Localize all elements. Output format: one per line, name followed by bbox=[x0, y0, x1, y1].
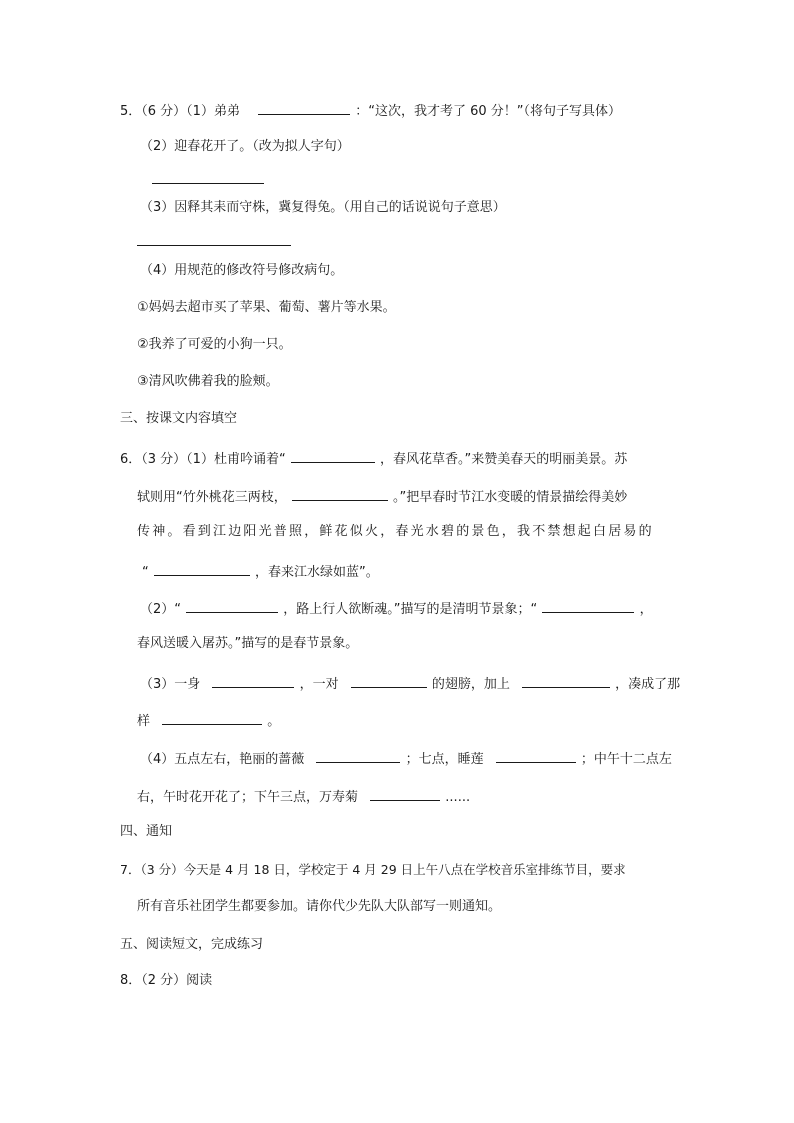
q6-l7-c: 的翅膀，加上 bbox=[431, 677, 510, 692]
q5-sentence-3: ③清风吹佛着我的脸颊。 bbox=[137, 374, 279, 389]
q6-l7-b: ，一对 bbox=[299, 677, 339, 692]
q5-suffix: ：“这次，我才考了 60 分！”（将句子写具体） bbox=[355, 104, 622, 119]
q6-blank-4[interactable] bbox=[186, 598, 278, 613]
q6-l2-b: 。”把早春时节江水变暖的情景描绘得美妙 bbox=[393, 490, 628, 505]
q6-l10-a: 右，午时花开花了；下午三点，万寿菊 bbox=[137, 790, 359, 805]
q6-line-4 bbox=[142, 561, 379, 579]
q6-line-9 bbox=[140, 748, 672, 766]
q6-l10-b: ...... bbox=[445, 790, 471, 805]
q6-blank-7[interactable] bbox=[351, 673, 427, 688]
q6-blank-10[interactable] bbox=[316, 748, 400, 763]
q6-l9-b: ；七点，睡莲 bbox=[405, 752, 484, 767]
q6-l4-a: “ bbox=[142, 565, 149, 580]
q5-line-1 bbox=[120, 100, 621, 118]
q6-line-2 bbox=[137, 486, 627, 504]
q6-blank-5[interactable] bbox=[542, 598, 634, 613]
q6-blank-3[interactable] bbox=[154, 561, 250, 576]
q6-l4-b: ，春来江水绿如蓝”。 bbox=[255, 565, 379, 580]
q6-line-6: 春风送暖入屠苏。”描写的是春节景象。 bbox=[137, 636, 359, 651]
q5-prefix: 5．（6 分）（1）弟弟 bbox=[120, 104, 240, 119]
q6-l2-a: 轼则用“竹外桃花三两枝， bbox=[137, 490, 287, 505]
q5-answer-line-2[interactable] bbox=[152, 183, 264, 184]
q6-line-3: 传神。看到江边阳光普照，鲜花似火，春光水碧的景色，我不禁想起白居易的 bbox=[137, 524, 654, 539]
q5-answer-blank-1[interactable] bbox=[258, 100, 350, 115]
section-5-title: 五、阅读短文，完成练习 bbox=[120, 937, 264, 952]
q8-line-1: 8．（2 分）阅读 bbox=[120, 973, 213, 988]
q5-answer-line-3[interactable] bbox=[137, 245, 291, 246]
q6-l1-b: ，春风花草香。”来赞美春天的明丽美景。苏 bbox=[379, 452, 628, 467]
q5-sentence-2: ②我养了可爱的小狗一只。 bbox=[137, 337, 292, 352]
q5-sentence-1: ①妈妈去超市买了苹果、葡萄、薯片等水果。 bbox=[137, 300, 396, 315]
q6-l5-c: ， bbox=[639, 602, 653, 617]
q6-l8-b: 。 bbox=[267, 714, 281, 729]
q6-l8-a: 样 bbox=[137, 714, 151, 729]
q6-l5-a: （2）“ bbox=[140, 602, 182, 617]
q6-line-5 bbox=[140, 598, 653, 616]
q6-l5-b: ，路上行人欲断魂。”描写的是清明节景象；“ bbox=[283, 602, 538, 617]
q6-l7-a: （3）一身 bbox=[140, 677, 201, 692]
q5-sub-3: （3）因释其耒而守株，冀复得兔。（用自己的话说说句子意思） bbox=[140, 200, 506, 215]
q6-l9-c: ；中午十二点左 bbox=[580, 752, 672, 767]
q6-line-10 bbox=[137, 786, 470, 804]
q6-blank-8[interactable] bbox=[522, 673, 610, 688]
q5-sub-2: （2）迎春花开了。（改为拟人字句） bbox=[140, 139, 350, 154]
q5-sub-4: （4）用规范的修改符号修改病句。 bbox=[140, 263, 344, 278]
q6-blank-9[interactable] bbox=[162, 710, 262, 725]
q6-l7-d: ，凑成了那 bbox=[615, 677, 681, 692]
q7-line-1: 7．（3 分）今天是 4 月 18 日，学校定于 4 月 29 日上午八点在学校音乐室排练节目，要求 bbox=[120, 862, 626, 877]
q7-line-2: 所有音乐社团学生都要参加。请你代少先队大队部写一则通知。 bbox=[137, 899, 502, 914]
q6-line-7 bbox=[140, 673, 680, 691]
q6-blank-1[interactable] bbox=[291, 448, 375, 463]
q6-blank-2[interactable] bbox=[292, 486, 388, 501]
q6-blank-11[interactable] bbox=[496, 748, 576, 763]
q6-l1-a: 6．（3 分）（1）杜甫吟诵着“ bbox=[120, 452, 286, 467]
q6-blank-6[interactable] bbox=[212, 673, 294, 688]
q6-line-8 bbox=[137, 710, 280, 728]
section-3-title: 三、按课文内容填空 bbox=[120, 411, 238, 426]
q6-line-1 bbox=[120, 448, 627, 466]
section-4-title: 四、通知 bbox=[120, 824, 173, 839]
q6-blank-12[interactable] bbox=[370, 786, 440, 801]
q6-l9-a: （4）五点左右，艳丽的蔷薇 bbox=[140, 752, 305, 767]
